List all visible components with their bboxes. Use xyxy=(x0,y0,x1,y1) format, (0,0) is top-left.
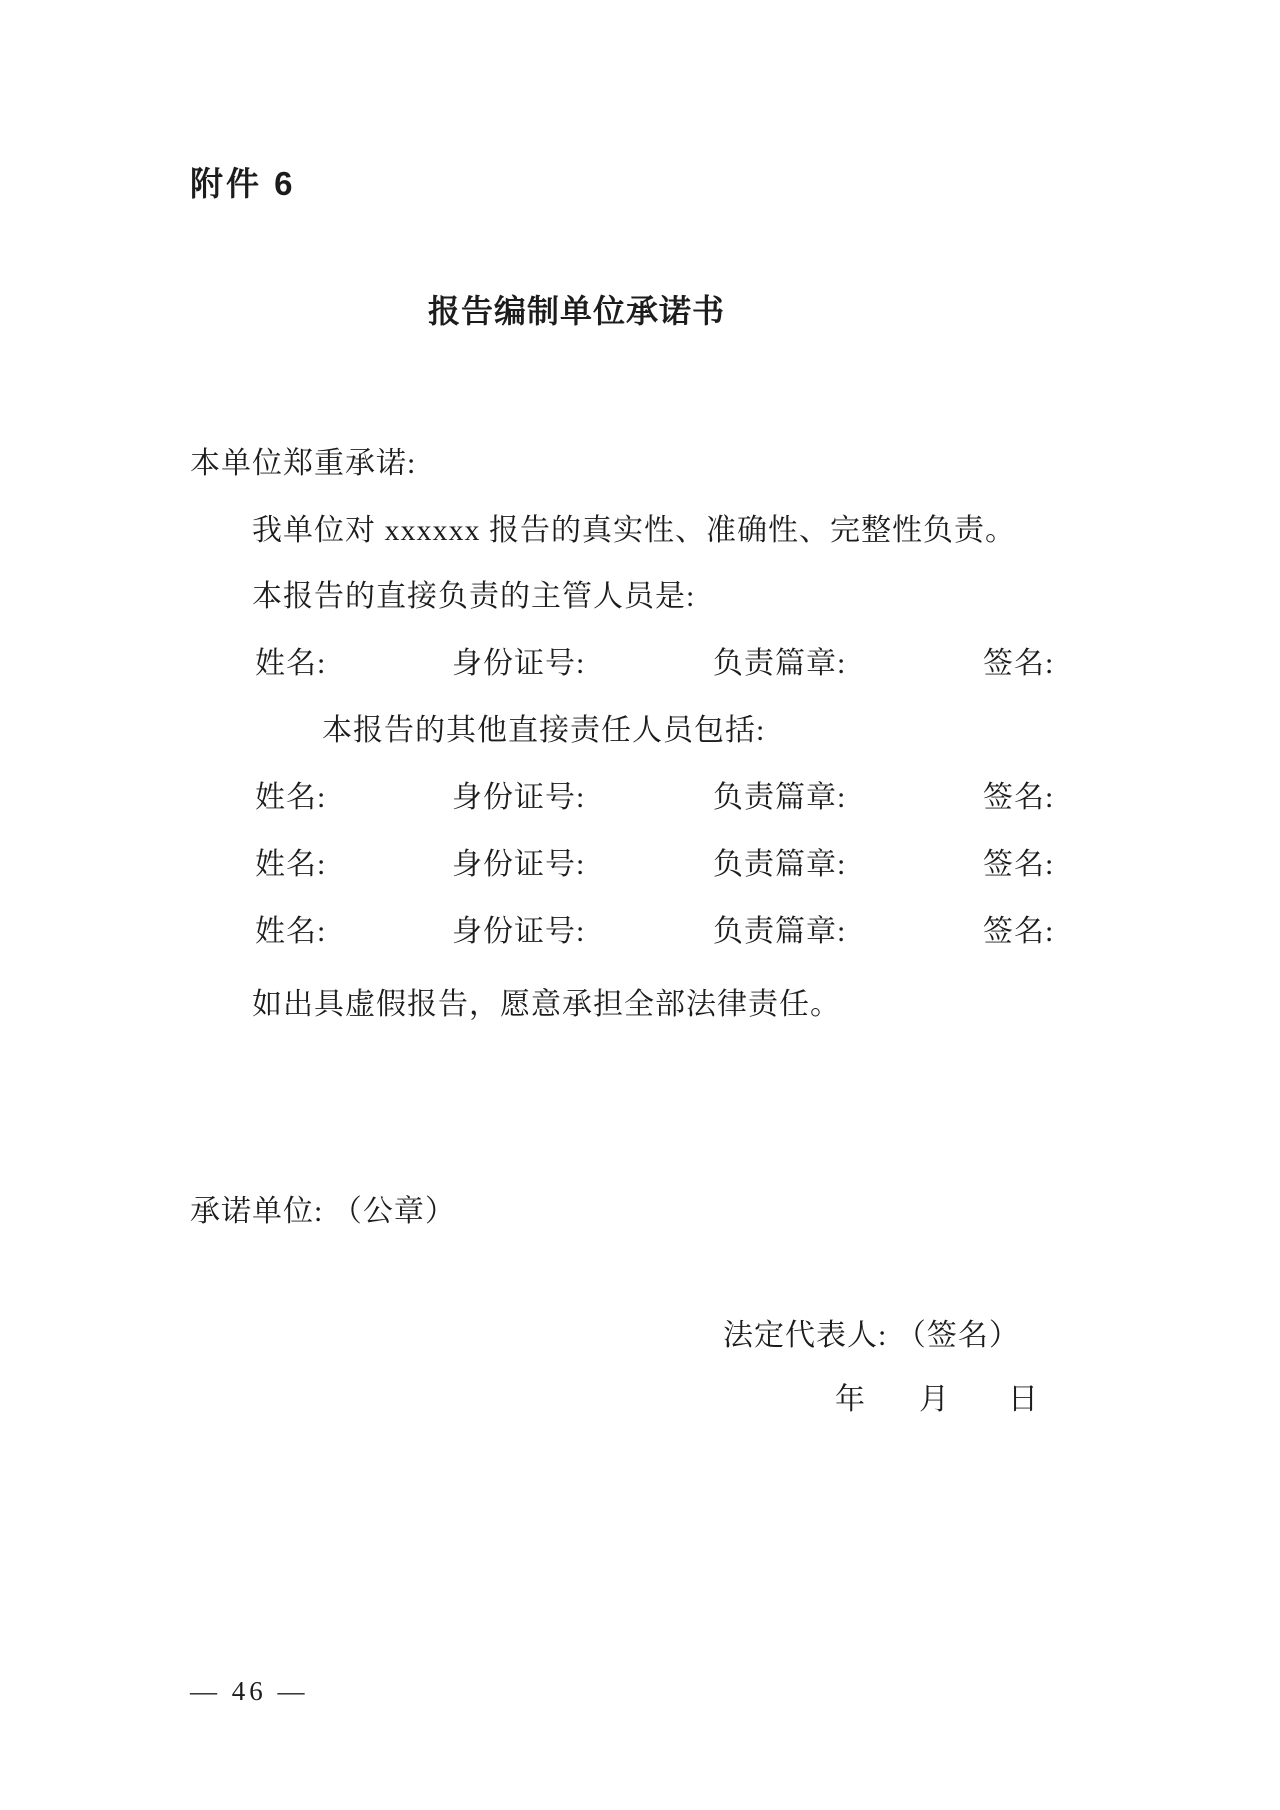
name-label: 姓名: xyxy=(255,781,327,814)
name-label: 姓名: xyxy=(255,647,327,680)
year-label: 年 xyxy=(835,1383,865,1416)
id-label: 身份证号: xyxy=(452,848,586,881)
sign-label: 签名: xyxy=(983,848,1055,881)
chapter-label: 负责篇章: xyxy=(713,848,847,881)
signature-row-supervisor xyxy=(0,638,1280,678)
page-number: — 46 — xyxy=(190,1676,309,1706)
id-label: 身份证号: xyxy=(452,647,586,680)
signature-row xyxy=(0,906,1280,946)
signature-row xyxy=(0,839,1280,879)
id-label: 身份证号: xyxy=(452,915,586,948)
signature-row xyxy=(0,772,1280,812)
pledge-opening: 本单位郑重承诺: xyxy=(190,447,417,480)
liability-statement: 如出具虚假报告，愿意承担全部法律责任。 xyxy=(252,988,841,1021)
sign-label: 签名: xyxy=(983,647,1055,680)
legal-representative-line: 法定代表人: （签名） xyxy=(723,1319,1020,1352)
chapter-label: 负责篇章: xyxy=(713,647,847,680)
sign-label: 签名: xyxy=(983,915,1055,948)
responsibility-statement: 我单位对 xxxxxx 报告的真实性、准确性、完整性负责。 xyxy=(252,514,1016,547)
attachment-label: 附件 6 xyxy=(190,165,296,202)
sign-label: 签名: xyxy=(983,781,1055,814)
name-label: 姓名: xyxy=(255,915,327,948)
chapter-label: 负责篇章: xyxy=(713,915,847,948)
chapter-label: 负责篇章: xyxy=(713,781,847,814)
others-intro: 本报告的其他直接责任人员包括: xyxy=(322,714,766,747)
name-label: 姓名: xyxy=(255,848,327,881)
day-label: 日 xyxy=(1008,1383,1038,1416)
id-label: 身份证号: xyxy=(452,781,586,814)
month-label: 月 xyxy=(919,1383,949,1416)
page-title: 报告编制单位承诺书 xyxy=(428,293,726,329)
promising-unit-line: 承诺单位: （公章） xyxy=(190,1195,456,1228)
supervisor-intro: 本报告的直接负责的主管人员是: xyxy=(252,580,696,613)
